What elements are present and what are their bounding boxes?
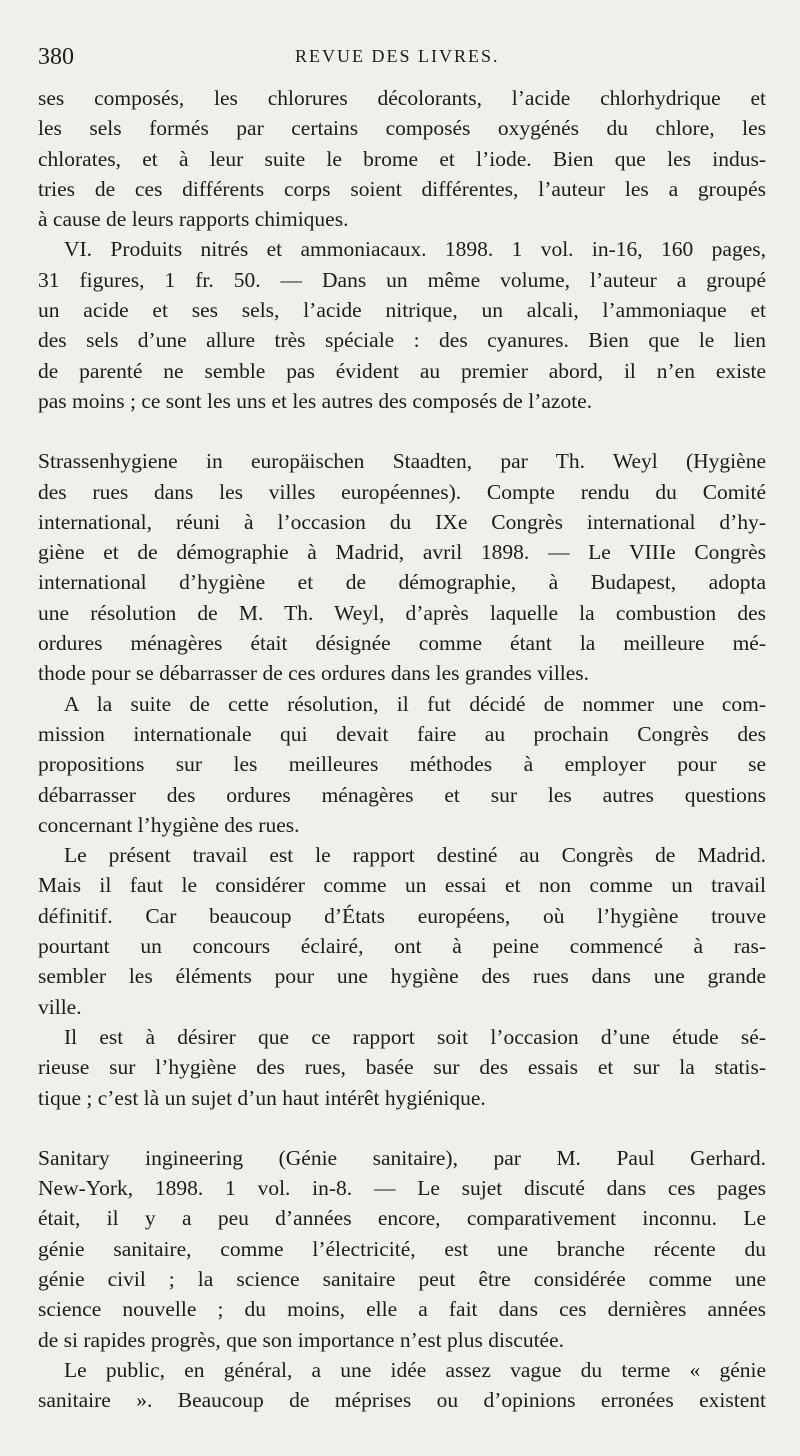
text-line: Mais il faut le considérer comme un essai et non comme un travail: [38, 873, 766, 898]
running-title: REVUE DES LIVRES.: [295, 46, 500, 66]
review-section-chemistry: [38, 83, 766, 416]
text-line: sembler les éléments pour une hygiène des rues dans une grande: [38, 964, 766, 989]
text-line: propositions sur les meilleures méthodes à employer pour se: [38, 752, 766, 777]
review-section-sanitary-engineering: [38, 1143, 766, 1416]
paragraph: [38, 1355, 766, 1416]
text-line: des sels d’une allure très spéciale : des cyanures. Bien que le lien: [38, 328, 766, 353]
page-number: 380: [38, 44, 74, 70]
paragraph: [38, 234, 766, 416]
review-section-strassenhygiene: [38, 446, 766, 1113]
paragraph: [38, 1143, 766, 1355]
paragraph: [38, 446, 766, 688]
text-line: des rues dans les villes européennes). Compte rendu du Comité: [38, 479, 766, 504]
text-line: thode pour se débarrasser de ces ordures dans les grandes villes.: [38, 661, 590, 686]
page-body: [38, 83, 766, 1415]
text-line: sanitaire ». Beaucoup de méprises ou d’opinions erronées existent: [38, 1388, 766, 1413]
paragraph: [38, 689, 766, 840]
text-line: une résolution de M. Th. Weyl, d’après laquelle la combustion des: [38, 600, 766, 625]
text-line: Le présent travail est le rapport destiné au Congrès de Madrid.: [64, 843, 766, 868]
text-line: VI. Produits nitrés et ammoniacaux. 1898. 1 vol. in-16, 160 pages,: [64, 237, 766, 262]
paragraph: [38, 83, 766, 234]
text-line: ville.: [38, 994, 82, 1019]
text-line: concernant l’hygiène des rues.: [38, 812, 300, 837]
text-line: Sanitary ingineering (Génie sanitaire), par M. Paul Gerhard.: [38, 1145, 766, 1170]
text-line: Le public, en général, a une idée assez vague du terme « génie: [64, 1357, 766, 1382]
text-line: mission internationale qui devait faire au prochain Congrès des: [38, 721, 766, 746]
text-line: ses composés, les chlorures décolorants, l’acide chlorhydrique et: [38, 86, 766, 110]
text-line: international d’hygiène et de démographie, à Budapest, adopta: [38, 570, 766, 595]
text-line: tries de ces différents corps soient différentes, l’auteur les a groupés: [38, 176, 766, 201]
text-line: giène et de démographie à Madrid, avril 1898. — Le VIIIe Congrès: [38, 540, 766, 565]
page-header: [38, 44, 768, 78]
text-line: était, il y a peu d’années encore, comparativement inconnu. Le: [38, 1206, 766, 1231]
text-line: A la suite de cette résolution, il fut décidé de nommer une com-: [64, 691, 766, 716]
text-line: de parenté ne semble pas évident au premier abord, il n’en existe: [38, 358, 766, 383]
text-line: génie sanitaire, comme l’électricité, est une branche récente du: [38, 1236, 766, 1261]
text-line: à cause de leurs rapports chimiques.: [38, 207, 349, 232]
text-line: science nouvelle ; du moins, elle a fait dans ces dernières années: [38, 1297, 766, 1322]
text-line: chlorates, et à leur suite le brome et l’iode. Bien que les indus-: [38, 146, 766, 171]
text-line: pas moins ; ce sont les uns et les autres des composés de l’azote.: [38, 388, 593, 413]
text-line: les sels formés par certains composés oxygénés du chlore, les: [38, 116, 766, 141]
text-line: international, réuni à l’occasion du IXe Congrès international d’hy-: [38, 509, 766, 534]
paragraph: [38, 840, 766, 1022]
text-line: un acide et ses sels, l’acide nitrique, un alcali, l’ammoniaque et: [38, 298, 766, 323]
text-line: rieuse sur l’hygiène des rues, basée sur des essais et sur la statis-: [38, 1055, 766, 1080]
text-line: génie civil ; la science sanitaire peut être considérée comme une: [38, 1266, 766, 1291]
text-line: ordures ménagères était désignée comme étant la meilleure mé-: [38, 631, 766, 656]
text-line: New-York, 1898. 1 vol. in-8. — Le sujet discuté dans ces pages: [38, 1176, 766, 1201]
text-line: 31 figures, 1 fr. 50. — Dans un même volume, l’auteur a groupé: [38, 267, 766, 292]
paragraph: [38, 1022, 766, 1113]
text-line: Strassenhygiene in europäischen Staadten, par Th. Weyl (Hygiène: [38, 449, 766, 474]
text-line: débarrasser des ordures ménagères et sur les autres questions: [38, 782, 766, 807]
text-line: définitif. Car beaucoup d’États européens, où l’hygiène trouve: [38, 903, 766, 928]
text-line: Il est à désirer que ce rapport soit l’occasion d’une étude sé-: [64, 1024, 766, 1049]
section-gap: [38, 416, 766, 446]
text-line: pourtant un concours éclairé, ont à peine commencé à ras-: [38, 934, 766, 959]
section-gap: [38, 1113, 766, 1143]
text-line: tique ; c’est là un sujet d’un haut intérêt hygiénique.: [38, 1085, 486, 1110]
text-line: de si rapides progrès, que son importance n’est plus discutée.: [38, 1327, 565, 1352]
